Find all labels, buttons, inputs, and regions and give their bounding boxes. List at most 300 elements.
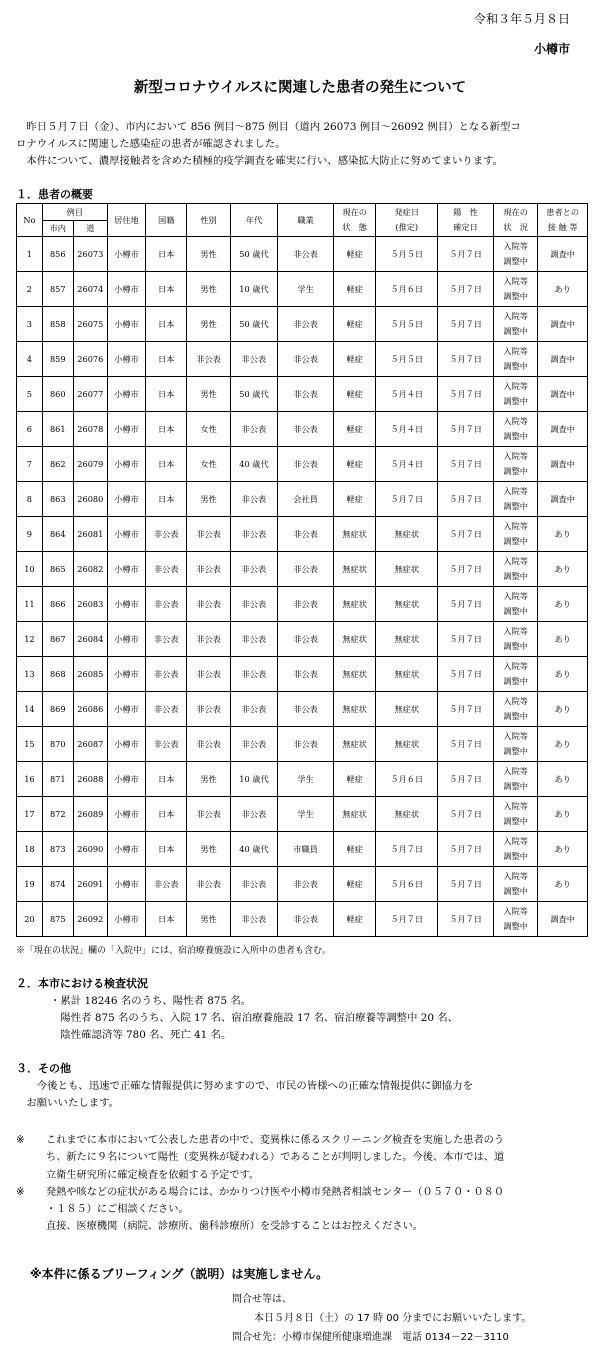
cell-positive-date: ５月７日 bbox=[438, 762, 494, 797]
contact-deadline: 本日５月８日（土）の 17 時 00 分までにお願いいたします。 bbox=[254, 1313, 532, 1324]
cell-residence: 小樽市 bbox=[107, 307, 145, 342]
cell-status bbox=[493, 762, 537, 797]
status-line: 調整中 bbox=[503, 711, 528, 721]
cell-age: 非公表 bbox=[230, 517, 277, 552]
cell-contact: あり bbox=[538, 622, 588, 657]
status-line: 入院等 bbox=[503, 871, 528, 881]
status-line: 入院等 bbox=[503, 451, 528, 461]
section1-heading: １．患者の概要 bbox=[16, 188, 93, 201]
cell-status bbox=[493, 797, 537, 832]
header-positive-date: 陽 性 確定日 bbox=[438, 204, 494, 237]
cell-status bbox=[493, 587, 537, 622]
cell-residence: 小樽市 bbox=[107, 377, 145, 412]
cell-residence: 小樽市 bbox=[107, 657, 145, 692]
header-do-case: 道 bbox=[73, 221, 107, 237]
cell-sex: 非公表 bbox=[187, 727, 230, 762]
cell-do-case: 26089 bbox=[73, 797, 107, 832]
cell-do-case: 26078 bbox=[73, 412, 107, 447]
testing-line: ・累計 18246 名のうち、陽性者 875 名。 bbox=[50, 995, 252, 1007]
cell-contact: 調査中 bbox=[538, 342, 588, 377]
table-row bbox=[17, 692, 588, 727]
cell-onset: ５月７日 bbox=[376, 832, 438, 867]
cell-age: 非公表 bbox=[230, 727, 277, 762]
cell-no: 3 bbox=[17, 307, 43, 342]
cell-onset: ５月５日 bbox=[376, 307, 438, 342]
table-row bbox=[17, 762, 588, 797]
cell-sex: 非公表 bbox=[187, 797, 230, 832]
cell-city-case: 872 bbox=[42, 797, 73, 832]
cell-age: 非公表 bbox=[230, 342, 277, 377]
cell-symptom: 軽症 bbox=[333, 377, 375, 412]
cell-status bbox=[493, 237, 537, 272]
cell-do-case: 26086 bbox=[73, 692, 107, 727]
cell-symptom: 無症状 bbox=[333, 727, 375, 762]
cell-onset: ５月６日 bbox=[376, 867, 438, 902]
cell-contact: 調査中 bbox=[538, 447, 588, 482]
status-line: 入院等 bbox=[503, 731, 528, 741]
cell-status bbox=[493, 832, 537, 867]
cell-do-case: 26092 bbox=[73, 902, 107, 937]
intro-line: 本件について、濃厚接触者を含めた積極的疫学調査を確実に行い、感染拡大防止に努めてまいります。 bbox=[16, 155, 504, 167]
cell-nationality: 非公表 bbox=[146, 727, 187, 762]
cell-status bbox=[493, 867, 537, 902]
cell-do-case: 26076 bbox=[73, 342, 107, 377]
status-line: 調整中 bbox=[503, 886, 528, 896]
cell-no: 10 bbox=[17, 552, 43, 587]
cell-nationality: 非公表 bbox=[146, 622, 187, 657]
contact-office: 問合せ先：小樽市保健所健康増進課 電話 0134－22－3110 bbox=[232, 1332, 509, 1343]
cell-age: 非公表 bbox=[230, 552, 277, 587]
cell-residence: 小樽市 bbox=[107, 447, 145, 482]
cell-contact: あり bbox=[538, 692, 588, 727]
status-line: 入院等 bbox=[503, 836, 528, 846]
cell-nationality: 日本 bbox=[146, 237, 187, 272]
table-row bbox=[17, 482, 588, 517]
cell-onset: 無症状 bbox=[376, 657, 438, 692]
cell-do-case: 26085 bbox=[73, 657, 107, 692]
cell-positive-date: ５月７日 bbox=[438, 552, 494, 587]
cell-symptom: 無症状 bbox=[333, 587, 375, 622]
cell-do-case: 26083 bbox=[73, 587, 107, 622]
cell-sex: 非公表 bbox=[187, 587, 230, 622]
table-row bbox=[17, 867, 588, 902]
patient-table bbox=[16, 203, 588, 937]
cell-onset: ５月６日 bbox=[376, 272, 438, 307]
cell-no: 14 bbox=[17, 692, 43, 727]
cell-contact: あり bbox=[538, 762, 588, 797]
status-line: 入院等 bbox=[503, 521, 528, 531]
cell-symptom: 軽症 bbox=[333, 412, 375, 447]
table-row bbox=[17, 622, 588, 657]
cell-job: 非公表 bbox=[278, 657, 334, 692]
cell-status bbox=[493, 482, 537, 517]
cell-contact: あり bbox=[538, 272, 588, 307]
cell-no: 16 bbox=[17, 762, 43, 797]
cell-job: 非公表 bbox=[278, 377, 334, 412]
table-row bbox=[17, 902, 588, 937]
contact-block bbox=[232, 1290, 531, 1347]
cell-city-case: 865 bbox=[42, 552, 73, 587]
cell-job: 学生 bbox=[278, 797, 334, 832]
cell-no: 2 bbox=[17, 272, 43, 307]
status-line: 調整中 bbox=[503, 816, 528, 826]
cell-no: 17 bbox=[17, 797, 43, 832]
notice-line: これまでに本市において公表した患者の中で、変異株に係るスクリーニング検査を実施した患者のう bbox=[46, 1135, 505, 1146]
cell-nationality: 日本 bbox=[146, 762, 187, 797]
notice-variant bbox=[16, 1132, 588, 1184]
cell-residence: 小樽市 bbox=[107, 762, 145, 797]
cell-status bbox=[493, 517, 537, 552]
notice-line: ・１８５）にご相談ください。 bbox=[46, 1204, 189, 1216]
cell-positive-date: ５月７日 bbox=[438, 727, 494, 762]
cell-residence: 小樽市 bbox=[107, 517, 145, 552]
cell-residence: 小樽市 bbox=[107, 832, 145, 867]
status-line: 入院等 bbox=[503, 906, 528, 916]
cell-sex: 非公表 bbox=[187, 657, 230, 692]
cell-onset: ５月６日 bbox=[376, 762, 438, 797]
notice-mark: ※ bbox=[16, 1186, 25, 1198]
cell-residence: 小樽市 bbox=[107, 552, 145, 587]
header-no: No bbox=[17, 204, 43, 237]
cell-city-case: 866 bbox=[42, 587, 73, 622]
cell-onset: ５月５日 bbox=[376, 342, 438, 377]
cell-symptom: 軽症 bbox=[333, 237, 375, 272]
cell-job: 非公表 bbox=[278, 342, 334, 377]
cell-city-case: 875 bbox=[42, 902, 73, 937]
cell-nationality: 日本 bbox=[146, 902, 187, 937]
cell-age: 40 歳代 bbox=[230, 447, 277, 482]
cell-city-case: 859 bbox=[42, 342, 73, 377]
cell-positive-date: ５月７日 bbox=[438, 482, 494, 517]
document-date: 令和３年５月８日 bbox=[473, 12, 570, 26]
testing-status bbox=[50, 993, 458, 1044]
cell-do-case: 26073 bbox=[73, 237, 107, 272]
cell-positive-date: ５月７日 bbox=[438, 342, 494, 377]
status-line: 入院等 bbox=[503, 556, 528, 566]
table-row bbox=[17, 552, 588, 587]
header-nationality: 国籍 bbox=[146, 204, 187, 237]
cell-do-case: 26087 bbox=[73, 727, 107, 762]
status-line: 調整中 bbox=[503, 431, 528, 441]
cell-job: 非公表 bbox=[278, 237, 334, 272]
cell-onset: ５月７日 bbox=[376, 482, 438, 517]
cell-city-case: 858 bbox=[42, 307, 73, 342]
cell-job: 非公表 bbox=[278, 622, 334, 657]
cell-job: 非公表 bbox=[278, 412, 334, 447]
cell-onset: 無症状 bbox=[376, 552, 438, 587]
cell-do-case: 26082 bbox=[73, 552, 107, 587]
cell-symptom: 軽症 bbox=[333, 867, 375, 902]
cell-residence: 小樽市 bbox=[107, 797, 145, 832]
status-line: 入院等 bbox=[503, 241, 528, 251]
cell-job: 非公表 bbox=[278, 692, 334, 727]
cell-city-case: 871 bbox=[42, 762, 73, 797]
cell-no: 15 bbox=[17, 727, 43, 762]
cell-contact: 調査中 bbox=[538, 412, 588, 447]
testing-line: 陰性確認済等 780 名、死亡 41 名。 bbox=[50, 1029, 232, 1041]
intro-paragraph bbox=[16, 119, 588, 170]
cell-residence: 小樽市 bbox=[107, 272, 145, 307]
cell-positive-date: ５月７日 bbox=[438, 517, 494, 552]
header-contact: 患者との 接 触 等 bbox=[538, 204, 588, 237]
cell-nationality: 日本 bbox=[146, 797, 187, 832]
cell-positive-date: ５月７日 bbox=[438, 657, 494, 692]
cell-onset: ５月７日 bbox=[376, 902, 438, 937]
cell-city-case: 870 bbox=[42, 727, 73, 762]
cell-sex: 男性 bbox=[187, 377, 230, 412]
status-line: 調整中 bbox=[503, 466, 528, 476]
status-line: 調整中 bbox=[503, 571, 528, 581]
status-line: 調整中 bbox=[503, 396, 528, 406]
header-sex: 性別 bbox=[187, 204, 230, 237]
cell-job: 会社員 bbox=[278, 482, 334, 517]
cell-age: 非公表 bbox=[230, 657, 277, 692]
section2-heading: ２．本市における検査状況 bbox=[16, 977, 148, 990]
cell-sex: 男性 bbox=[187, 237, 230, 272]
notices bbox=[16, 1132, 588, 1236]
cell-city-case: 856 bbox=[42, 237, 73, 272]
cell-sex: 男性 bbox=[187, 272, 230, 307]
cell-onset: ５月４日 bbox=[376, 377, 438, 412]
cell-status bbox=[493, 692, 537, 727]
notice-line: 直接、医療機関（病院、診療所、歯科診療所）を受診することはお控えください。 bbox=[46, 1221, 423, 1233]
cell-positive-date: ５月７日 bbox=[438, 692, 494, 727]
status-line: 調整中 bbox=[503, 641, 528, 651]
header-case: 例目 bbox=[42, 204, 107, 221]
cell-symptom: 軽症 bbox=[333, 342, 375, 377]
cell-onset: ５月５日 bbox=[376, 237, 438, 272]
cell-status bbox=[493, 622, 537, 657]
cell-residence: 小樽市 bbox=[107, 342, 145, 377]
cell-nationality: 非公表 bbox=[146, 517, 187, 552]
cell-status bbox=[493, 552, 537, 587]
cell-city-case: 874 bbox=[42, 867, 73, 902]
table-row bbox=[17, 517, 588, 552]
cell-job: 市職員 bbox=[278, 832, 334, 867]
cell-age: 非公表 bbox=[230, 482, 277, 517]
notice-mark: ※ bbox=[16, 1135, 25, 1146]
intro-line: 昨日５月７日（金）、市内において 856 例目～875 例目（道内 26073 例目～26092 例目）となる新型コ bbox=[16, 121, 521, 133]
document-title: 新型コロナウイルスに関連した患者の発生について bbox=[133, 80, 467, 96]
cell-positive-date: ５月７日 bbox=[438, 237, 494, 272]
cell-symptom: 無症状 bbox=[333, 692, 375, 727]
notice-line: 発熱や咳などの症状がある場合には、かかりつけ医や小樽市発熱者相談センター（０５７０・０８０ bbox=[46, 1186, 505, 1198]
cell-age: 非公表 bbox=[230, 587, 277, 622]
cell-contact: あり bbox=[538, 727, 588, 762]
cell-contact: あり bbox=[538, 657, 588, 692]
status-line: 調整中 bbox=[503, 676, 528, 686]
cell-job: 非公表 bbox=[278, 867, 334, 902]
cell-no: 6 bbox=[17, 412, 43, 447]
cell-do-case: 26088 bbox=[73, 762, 107, 797]
cell-sex: 男性 bbox=[187, 482, 230, 517]
cell-positive-date: ５月７日 bbox=[438, 587, 494, 622]
cell-symptom: 軽症 bbox=[333, 272, 375, 307]
cell-age: 50 歳代 bbox=[230, 307, 277, 342]
cell-do-case: 26081 bbox=[73, 517, 107, 552]
table-row bbox=[17, 237, 588, 272]
cell-age: 10 歳代 bbox=[230, 762, 277, 797]
cell-nationality: 日本 bbox=[146, 447, 187, 482]
cell-positive-date: ５月７日 bbox=[438, 902, 494, 937]
cell-age: 非公表 bbox=[230, 692, 277, 727]
cell-positive-date: ５月７日 bbox=[438, 867, 494, 902]
contact-label: 問合せ等は、 bbox=[232, 1294, 292, 1305]
table-row bbox=[17, 412, 588, 447]
cell-residence: 小樽市 bbox=[107, 692, 145, 727]
cell-no: 20 bbox=[17, 902, 43, 937]
cell-onset: 無症状 bbox=[376, 517, 438, 552]
cell-nationality: 日本 bbox=[146, 377, 187, 412]
cell-positive-date: ５月７日 bbox=[438, 832, 494, 867]
cell-status bbox=[493, 412, 537, 447]
status-line: 入院等 bbox=[503, 416, 528, 426]
cell-age: 非公表 bbox=[230, 412, 277, 447]
cell-no: 13 bbox=[17, 657, 43, 692]
cell-nationality: 日本 bbox=[146, 482, 187, 517]
cell-job: 非公表 bbox=[278, 447, 334, 482]
cell-age: 非公表 bbox=[230, 797, 277, 832]
cell-residence: 小樽市 bbox=[107, 727, 145, 762]
cell-sex: 男性 bbox=[187, 832, 230, 867]
status-line: 調整中 bbox=[503, 326, 528, 336]
cell-status bbox=[493, 272, 537, 307]
cell-no: 7 bbox=[17, 447, 43, 482]
cell-status bbox=[493, 657, 537, 692]
cell-status bbox=[493, 377, 537, 412]
cell-sex: 男性 bbox=[187, 902, 230, 937]
cell-age: 非公表 bbox=[230, 902, 277, 937]
cell-status bbox=[493, 447, 537, 482]
status-line: 入院等 bbox=[503, 696, 528, 706]
notice-line: 立衛生研究所に確定検査を依頼する予定です。 bbox=[46, 1169, 260, 1181]
cell-city-case: 864 bbox=[42, 517, 73, 552]
cell-positive-date: ５月７日 bbox=[438, 272, 494, 307]
notice-fever bbox=[16, 1184, 588, 1236]
status-line: 調整中 bbox=[503, 256, 528, 266]
header-onset: 発症日 (推定) bbox=[376, 204, 438, 237]
cell-contact: あり bbox=[538, 832, 588, 867]
cell-nationality: 非公表 bbox=[146, 552, 187, 587]
cell-symptom: 無症状 bbox=[333, 622, 375, 657]
status-line: 調整中 bbox=[503, 536, 528, 546]
cell-sex: 非公表 bbox=[187, 517, 230, 552]
cell-onset: 無症状 bbox=[376, 797, 438, 832]
cell-symptom: 軽症 bbox=[333, 307, 375, 342]
cell-onset: 無症状 bbox=[376, 727, 438, 762]
other-line: お願いいたします。 bbox=[16, 1097, 120, 1109]
table-row bbox=[17, 447, 588, 482]
briefing-notice: ※本件に係るブリーフィング（説明）は実施しません。 bbox=[30, 1267, 329, 1281]
cell-do-case: 26090 bbox=[73, 832, 107, 867]
cell-no: 18 bbox=[17, 832, 43, 867]
cell-symptom: 軽症 bbox=[333, 832, 375, 867]
cell-onset: 無症状 bbox=[376, 622, 438, 657]
cell-no: 19 bbox=[17, 867, 43, 902]
table-row bbox=[17, 797, 588, 832]
cell-age: 50 歳代 bbox=[230, 377, 277, 412]
cell-nationality: 日本 bbox=[146, 412, 187, 447]
table-note: ※「現在の状況」欄の「入院中」には、宿泊療養施設に入所中の患者も含む。 bbox=[16, 946, 332, 956]
cell-job: 学生 bbox=[278, 762, 334, 797]
cell-symptom: 無症状 bbox=[333, 552, 375, 587]
cell-nationality: 非公表 bbox=[146, 657, 187, 692]
cell-positive-date: ５月７日 bbox=[438, 447, 494, 482]
cell-city-case: 868 bbox=[42, 657, 73, 692]
cell-do-case: 26084 bbox=[73, 622, 107, 657]
cell-onset: 無症状 bbox=[376, 587, 438, 622]
cell-onset: ５月４日 bbox=[376, 412, 438, 447]
cell-do-case: 26079 bbox=[73, 447, 107, 482]
cell-city-case: 873 bbox=[42, 832, 73, 867]
cell-contact: あり bbox=[538, 587, 588, 622]
cell-no: 4 bbox=[17, 342, 43, 377]
status-line: 入院等 bbox=[503, 486, 528, 496]
status-line: 入院等 bbox=[503, 276, 528, 286]
cell-contact: あり bbox=[538, 517, 588, 552]
table-row bbox=[17, 727, 588, 762]
cell-contact: あり bbox=[538, 867, 588, 902]
cell-job: 学生 bbox=[278, 272, 334, 307]
table-row bbox=[17, 342, 588, 377]
cell-job: 非公表 bbox=[278, 587, 334, 622]
cell-contact: 調査中 bbox=[538, 377, 588, 412]
status-line: 入院等 bbox=[503, 766, 528, 776]
table-row bbox=[17, 272, 588, 307]
cell-city-case: 861 bbox=[42, 412, 73, 447]
cell-positive-date: ５月７日 bbox=[438, 412, 494, 447]
cell-sex: 非公表 bbox=[187, 867, 230, 902]
cell-city-case: 869 bbox=[42, 692, 73, 727]
other-line: 今後とも、迅速で正確な情報提供に努めますので、市民の皆様への正確な情報提供に御協力を bbox=[16, 1080, 473, 1092]
cell-contact: 調査中 bbox=[538, 902, 588, 937]
cell-no: 9 bbox=[17, 517, 43, 552]
cell-contact: 調査中 bbox=[538, 482, 588, 517]
cell-sex: 非公表 bbox=[187, 692, 230, 727]
cell-onset: 無症状 bbox=[376, 692, 438, 727]
cell-sex: 非公表 bbox=[187, 622, 230, 657]
cell-do-case: 26091 bbox=[73, 867, 107, 902]
status-line: 入院等 bbox=[503, 311, 528, 321]
cell-status bbox=[493, 727, 537, 762]
cell-nationality: 日本 bbox=[146, 342, 187, 377]
cell-residence: 小樽市 bbox=[107, 412, 145, 447]
cell-positive-date: ５月７日 bbox=[438, 307, 494, 342]
cell-nationality: 日本 bbox=[146, 272, 187, 307]
cell-nationality: 日本 bbox=[146, 832, 187, 867]
cell-job: 非公表 bbox=[278, 552, 334, 587]
cell-contact: 調査中 bbox=[538, 307, 588, 342]
cell-do-case: 26075 bbox=[73, 307, 107, 342]
cell-nationality: 非公表 bbox=[146, 692, 187, 727]
cell-do-case: 26077 bbox=[73, 377, 107, 412]
cell-symptom: 無症状 bbox=[333, 797, 375, 832]
table-row bbox=[17, 307, 588, 342]
cell-residence: 小樽市 bbox=[107, 902, 145, 937]
cell-contact: あり bbox=[538, 797, 588, 832]
other-paragraph bbox=[16, 1078, 588, 1112]
cell-do-case: 26080 bbox=[73, 482, 107, 517]
cell-sex: 非公表 bbox=[187, 342, 230, 377]
status-line: 調整中 bbox=[503, 501, 528, 511]
cell-onset: ５月４日 bbox=[376, 447, 438, 482]
cell-job: 非公表 bbox=[278, 727, 334, 762]
cell-job: 非公表 bbox=[278, 307, 334, 342]
cell-symptom: 軽症 bbox=[333, 902, 375, 937]
status-line: 入院等 bbox=[503, 381, 528, 391]
header-residence: 居住地 bbox=[107, 204, 145, 237]
cell-symptom: 無症状 bbox=[333, 517, 375, 552]
